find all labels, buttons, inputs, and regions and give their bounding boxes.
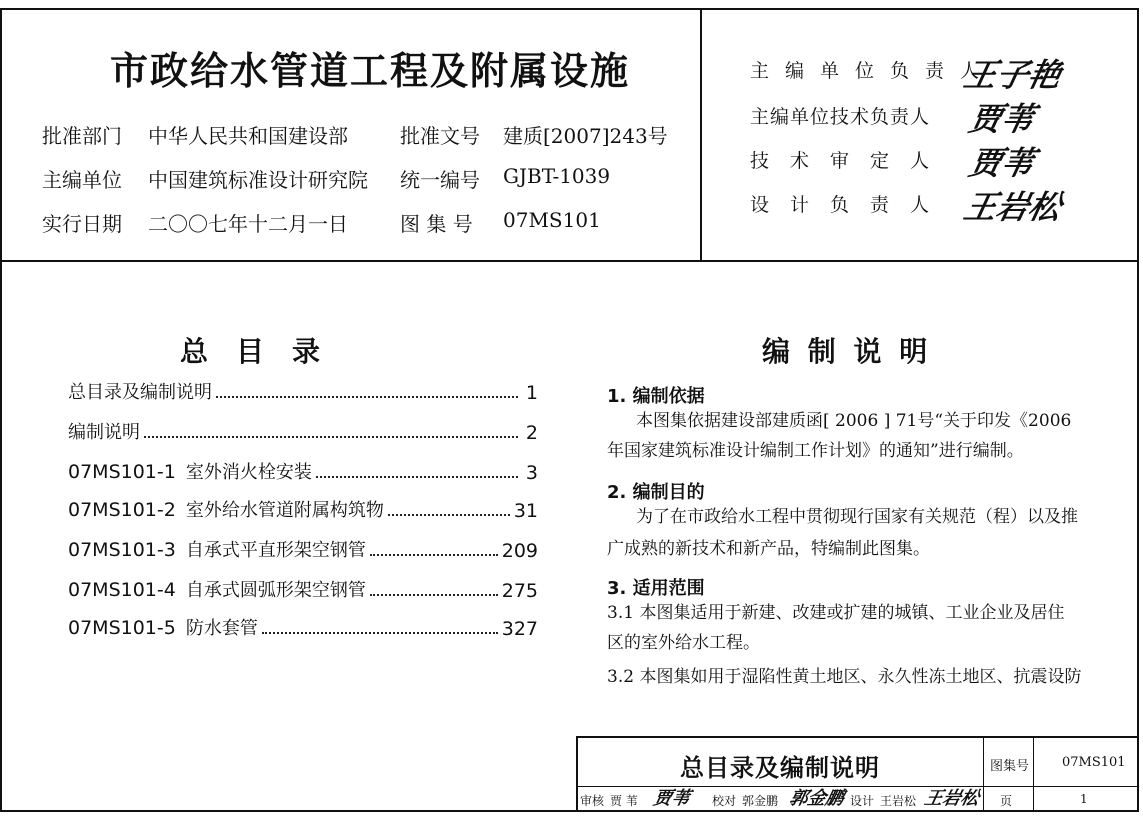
title-block-top [576,736,1139,738]
toc-item-code: 07MS101-3 [68,539,176,561]
check-label: 校对 [712,794,737,808]
resp-role-chief-unit: 主编单位负责人 [750,60,996,82]
toc-item[interactable] [68,378,538,404]
signature-tech-review: 贾苇 [965,144,1038,182]
unified-no-label: 统一编号 [400,168,480,192]
toc-item-page: 3 [525,462,538,484]
editor-unit: 中国建筑标准设计研究院 [148,168,368,192]
notes-section-3-1-line-2: 区的室外给水工程。 [607,633,760,653]
toc-heading: 总 目 录 [180,335,321,368]
check-name: 郭金鹏 [742,794,779,808]
unified-no: GJBT-1039 [503,164,611,188]
approval-doc: 建质[2007]243号 [503,124,668,148]
toc-item-page: 327 [501,618,538,640]
atlas-title: 市政给水管道工程及附属设施 [110,49,631,93]
effective-date: 二〇〇七年十二月一日 [148,212,348,236]
header-bottom-rule [0,260,1139,262]
notes-section-2-line-2: 广成熟的新技术和新产品，特编制此图集。 [607,539,930,559]
toc-item[interactable] [68,496,538,522]
notes-section-1-line-1: 本图集依据建设部建质函[ 2006 ] 71号“关于印发《2006 [636,411,1072,431]
atlas-no-label: 图 集 号 [400,212,473,236]
toc-leader-dots [370,594,498,596]
resp-role-tech-chief: 主编单位技术负责人 [750,106,931,128]
toc-item[interactable] [68,458,538,484]
review-name: 贾 苇 [610,794,638,808]
notes-section-1-line-2: 年国家建筑标准设计编制工作计划》的通知”进行编制。 [607,441,1024,461]
toc-item-code: 07MS101-1 [68,461,176,483]
title-block-atlas-label: 图集号 [990,759,1030,774]
toc-item-page: 209 [501,540,538,562]
atlas-no: 07MS101 [503,208,601,232]
title-block-divider-2 [1033,736,1034,812]
toc-item-code: 07MS101-4 [68,579,176,601]
toc-leader-dots [316,476,518,478]
title-block-left [576,736,578,812]
title-block-atlas-value: 07MS101 [1062,755,1126,770]
check-signature: 郭金鹏 [787,788,846,809]
title-block-divider [983,736,984,812]
toc-item-page: 1 [525,382,538,404]
notes-section-3-title: 3. 适用范围 [607,578,705,599]
toc-item[interactable] [68,614,538,640]
toc-item-page: 2 [525,422,538,444]
approval-dept: 中华人民共和国建设部 [148,124,348,148]
toc-item-label: 室外给水管道附属构筑物 [185,500,384,521]
resp-role-design-lead: 设计负责人 [750,194,951,216]
toc-leader-dots [262,632,498,634]
editor-unit-label: 主编单位 [42,168,122,192]
page-value: 1 [1080,792,1088,806]
toc-item-label: 编制说明 [68,422,140,443]
toc-leader-dots [216,396,518,398]
toc-leader-dots [370,554,498,556]
toc-item-label: 防水套管 [185,618,258,639]
header-divider [700,8,702,261]
notes-section-2-title: 2. 编制目的 [607,482,705,503]
notes-section-2-line-1: 为了在市政给水工程中贯彻现行国家有关规范（程）以及推 [636,507,1078,527]
toc-item[interactable] [68,576,538,602]
notes-section-3-2-line-1: 3.2 本图集如用于湿陷性黄土地区、永久性冻土地区、抗震设防 [607,667,1082,687]
toc-item-page: 31 [513,500,538,522]
signature-chief-unit: 王子艳 [960,56,1065,94]
toc-leader-dots [144,436,518,438]
review-label: 审核 [580,794,605,808]
toc-item-page: 275 [501,580,538,602]
approval-doc-label: 批准文号 [400,124,480,148]
design-name: 王岩松 [880,794,917,808]
approval-dept-label: 批准部门 [42,124,122,148]
toc-item-code: 07MS101-2 [68,499,176,521]
design-label: 设计 [850,794,875,808]
effective-date-label: 实行日期 [42,212,122,236]
design-signature: 王岩松 [922,788,981,809]
toc-item-code: 07MS101-5 [68,617,176,639]
page-label: 页 [1000,794,1013,808]
notes-section-1-title: 1. 编制依据 [607,386,705,407]
resp-role-tech-review: 技术审定人 [750,150,951,172]
toc-item-label: 自承式圆弧形架空钢管 [185,580,366,601]
toc-item[interactable] [68,418,538,444]
toc-item[interactable] [68,536,538,562]
notes-section-3-1-line-1: 3.1 本图集适用于新建、改建或扩建的城镇、工业企业及居住 [607,603,1065,623]
toc-item-label: 总目录及编制说明 [68,382,212,403]
signature-design-lead: 王岩松 [960,188,1065,226]
toc-item-label: 自承式平直形架空钢管 [185,540,366,561]
notes-heading: 编 制 说 明 [762,335,932,368]
toc-item-label: 室外消火栓安装 [185,462,312,483]
title-block-title: 总目录及编制说明 [680,754,880,782]
signature-tech-chief: 贾苇 [965,100,1038,138]
toc-leader-dots [388,514,510,516]
review-signature: 贾苇 [651,788,692,809]
